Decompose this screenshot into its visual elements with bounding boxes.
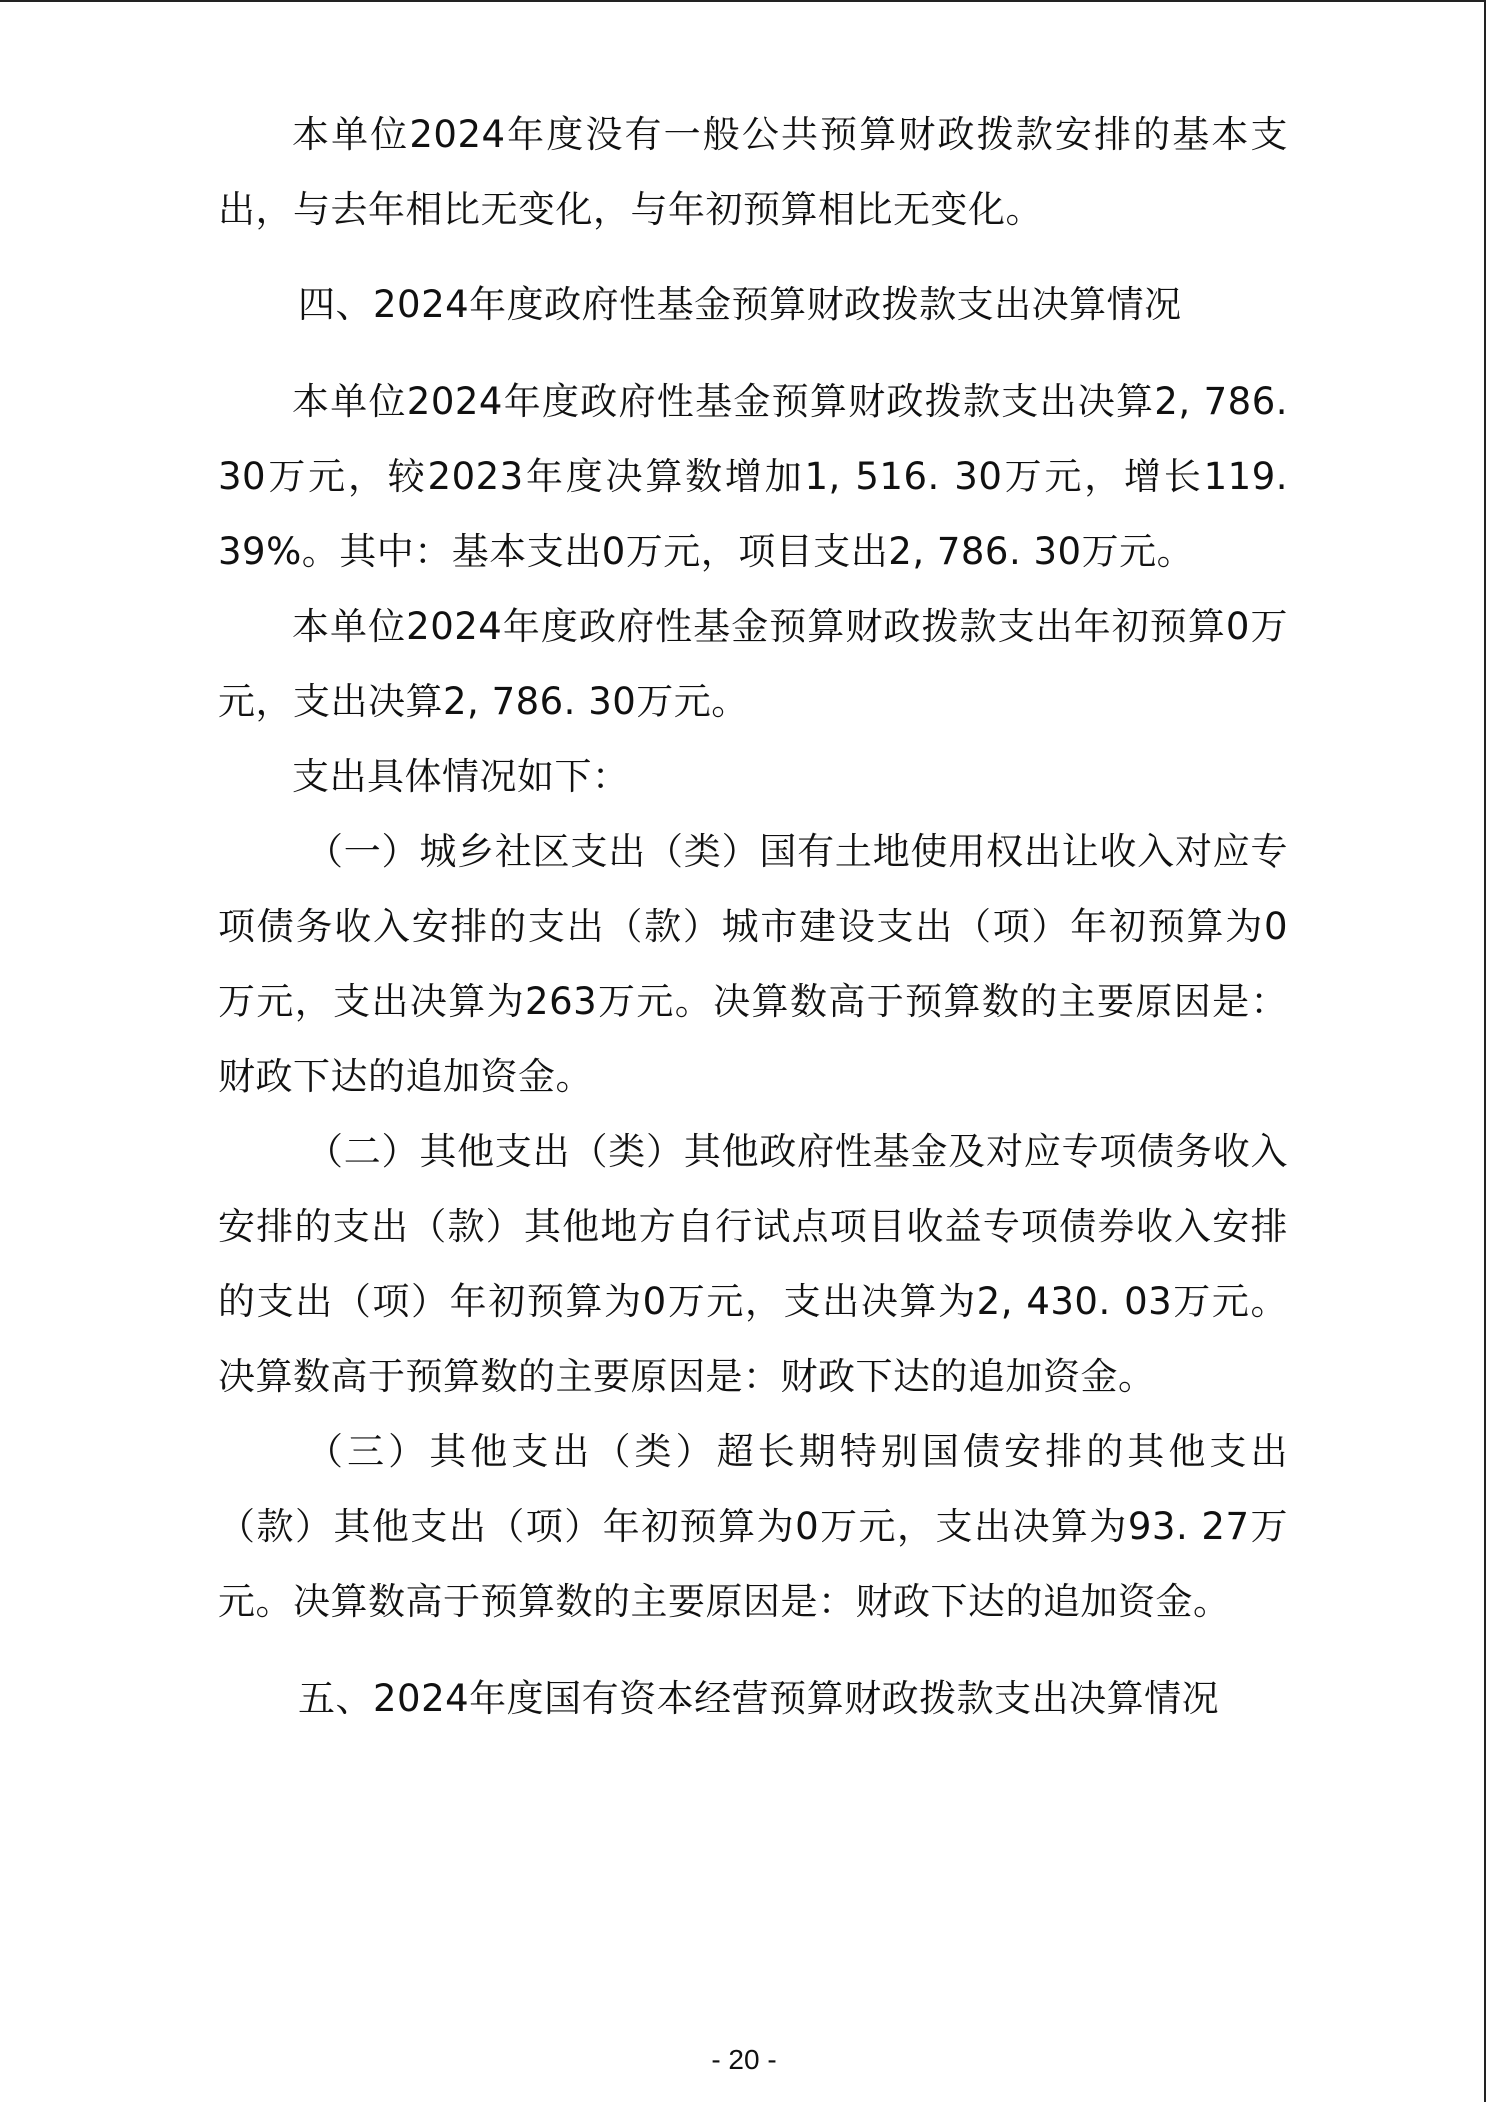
paragraph-item-3: （三）其他支出（类）超长期特别国债安排的其他支出（款）其他支出（项）年初预算为0万元，支出决算为93. 27万元。决算数高于预算数的主要原因是：财政下达的追加资金。 (218, 1430, 1288, 1623)
paragraph-details-intro: 支出具体情况如下： (292, 755, 630, 798)
section-heading-government-fund: 四、2024年度政府性基金预算财政拨款支出决算情况 (298, 283, 1182, 326)
document-body (218, 97, 1288, 1736)
paragraph-item-2: （二）其他支出（类）其他政府性基金及对应专项债务收入安排的支出（款）其他地方自行试点项目收益专项债券收入安排的支出（项）年初预算为0万元，支出决算为2, 430. 03万元。决算数高于预算数的主要原因是：财政下达的追加资金。 (218, 1130, 1288, 1398)
paragraph-fund-summary: 本单位2024年度政府性基金预算财政拨款支出决算2, 786. 30万元，较2023年度决算数增加1, 516. 30万元，增长119. 39%。其中：基本支出0万元，项目支出2, 786. 30万元。 (218, 380, 1288, 573)
paragraph-item-1: （一）城乡社区支出（类）国有土地使用权出让收入对应专项债务收入安排的支出（款）城市建设支出（项）年初预算为0万元，支出决算为263万元。决算数高于预算数的主要原因是：财政下达的追加资金。 (218, 830, 1288, 1098)
paragraph-fund-budget: 本单位2024年度政府性基金预算财政拨款支出年初预算0万元，支出决算2, 786. 30万元。 (218, 605, 1288, 723)
page-number: - 20 - (711, 2044, 777, 2075)
section-heading-state-capital: 五、2024年度国有资本经营预算财政拨款支出决算情况 (298, 1677, 1220, 1720)
paragraph-basic-expenditure: 本单位2024年度没有一般公共预算财政拨款安排的基本支出，与去年相比无变化，与年初预算相比无变化。 (218, 113, 1288, 231)
